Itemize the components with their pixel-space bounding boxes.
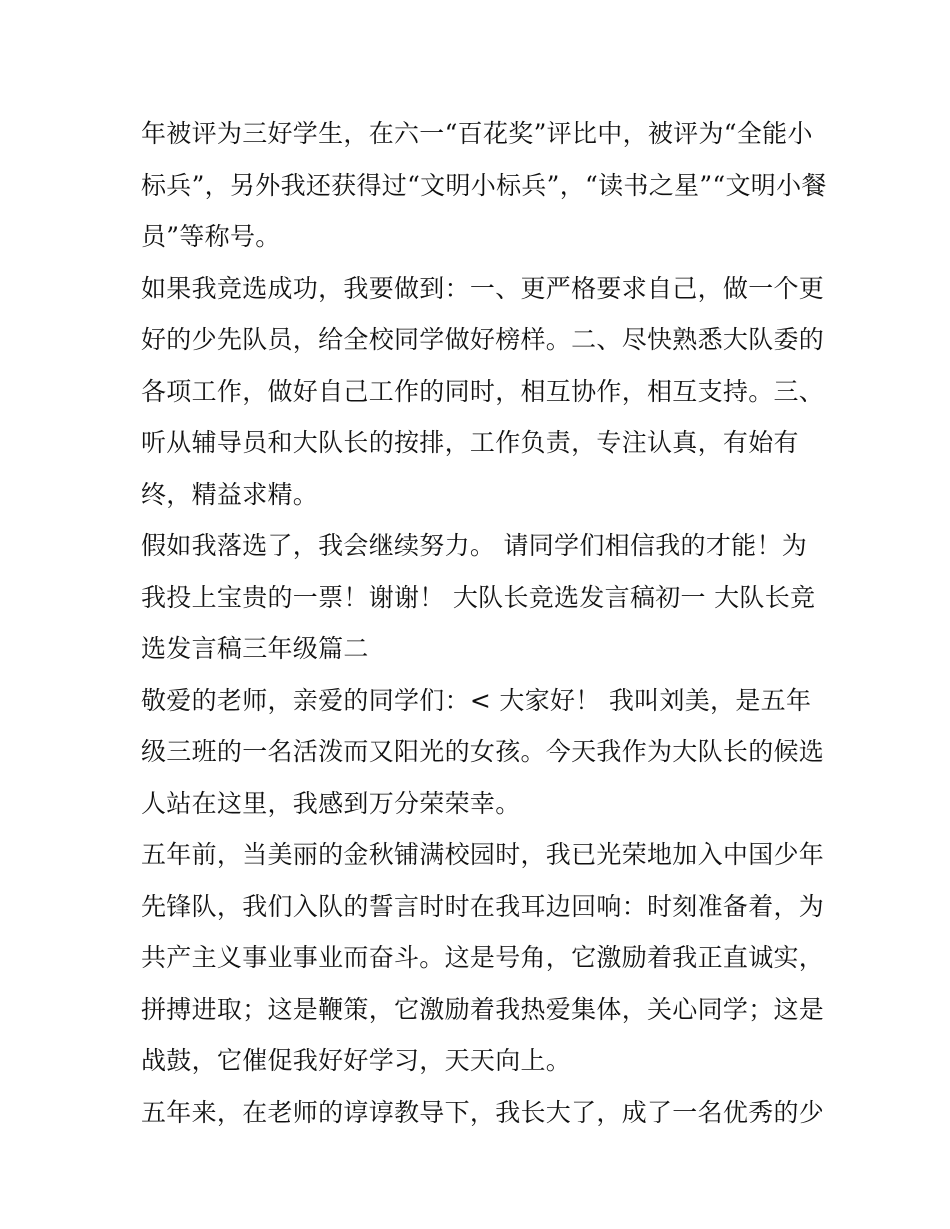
text-line: 好的少先队员，给全校同学做好榜样。二、尽快熟悉大队委的 [141,325,825,354]
text-line: 五年前，当美丽的金秋铺满校园时，我已光荣地加入中国少年 [141,840,825,869]
text-line: 终，精益求精。 [141,479,319,509]
text-line: 共产主义事业事业而奋斗。这是号角，它激励着我正直诚实， [141,943,825,972]
text-line: 先锋队，我们入队的誓言时时在我耳边回响：时刻准备着，为 [141,891,825,921]
text-line: 听从辅导员和大队长的按排，工作负责，专注认真，有始有 [141,428,799,457]
text-line: 我投上宝贵的一票！谢谢！ 大队长竞选发言稿初一 大队长竞 [141,582,816,612]
text-line: 员”等称号。 [141,222,281,251]
text-line: 年被评为三好学生，在六一“百花奖”评比中，被评为“全能小 [141,119,813,148]
text-line: 选发言稿三年级篇二 [141,634,369,663]
text-line: 各项工作，做好自己工作的同时，相互协作，相互支持。三、 [141,376,825,406]
text-line: 人站在这里，我感到万分荣荣幸。 [141,788,521,818]
text-line: 假如我落选了，我会继续努力。 请同学们相信我的才能！为 [141,531,808,560]
text-line: 五年来，在老师的谆谆教导下，我长大了，成了一名优秀的少 [141,1097,825,1127]
body-text [141,108,827,1138]
text-line: 标兵”，另外我还获得过“文明小标兵”，“读书之星”“文明小餐 [141,170,827,200]
text-line: 拼搏进取；这是鞭策，它激励着我热爱集体，关心同学；这是 [141,994,825,1024]
text-line: 如果我竞选成功，我要做到：一、更严格要求自己，做一个更 [141,273,825,303]
text-line: 战鼓，它催促我好好学习，天天向上。 [141,1046,572,1075]
text-line: 敬爱的老师，亲爱的同学们：< 大家好！ 我叫刘美，是五年 [141,685,812,715]
text-line: 级三班的一名活泼而又阳光的女孩。今天我作为大队长的候选 [141,737,825,766]
